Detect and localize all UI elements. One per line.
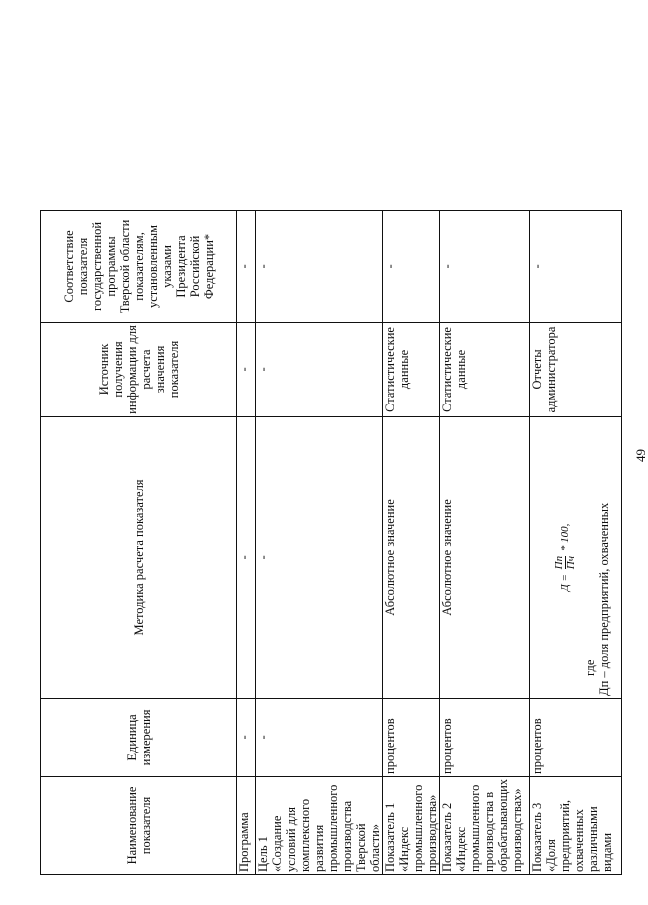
header-method: Методика расчета показателя [41,416,237,698]
table-row [383,210,440,874]
row-goal1-unit: - [256,698,383,776]
page-number: 49 [633,449,648,462]
formula-numerator: Пп [553,555,565,570]
table-row [256,210,383,874]
formula-definition: Дп – доля предприятий, охваченных [597,502,611,696]
header-name: Наименование показателя [41,776,237,874]
row-program-unit: - [237,698,256,776]
table-header-row [41,210,237,874]
row-ind1-source: Статистические данные [383,322,440,416]
indicators-table [40,210,622,875]
row-ind1-method: Абсолютное значение [383,416,440,698]
row-ind3-match: - [530,210,622,322]
row-ind3-source: Отчеты администратора [530,322,622,416]
row-goal1-match: - [256,210,383,322]
formula-denominator: Пч [565,556,577,570]
row-ind2-method: Абсолютное значение [440,416,530,698]
row-ind3-name: Показатель 3 «Доля предприятий, охваченных различными видами [530,776,622,874]
row-ind1-unit: процентов [383,698,440,776]
row-ind3-unit: процентов [530,698,622,776]
table-row [530,210,622,874]
row-ind2-source: Статистические данные [440,322,530,416]
formula-tail: * 100, [559,523,572,552]
row-ind2-unit: процентов [440,698,530,776]
row-program-name: Программа [237,776,256,874]
header-source: Источник получения информации для расчета значения показателя [41,322,237,416]
table-row [237,210,256,874]
formula-fraction [554,556,577,569]
row-ind2-name: Показатель 2 «Индекс промышленного производства в обрабатывающих производствах» [440,776,530,874]
rotated-page-content [0,115,614,905]
table-row [440,210,530,874]
row-goal1-name: Цель 1 «Создание условий для комплексного развития промышленного производства Тверской области» [256,776,383,874]
header-unit: Единица измерения [41,698,237,776]
row-ind2-match: - [440,210,530,322]
row-program-source: - [237,322,256,416]
formula-where: где [583,659,597,676]
row-goal1-source: - [256,322,383,416]
row-ind3-method [530,416,622,698]
share-formula: Д = Пп Пч * 100, [553,523,577,592]
row-ind1-match: - [383,210,440,322]
row-program-match: - [237,210,256,322]
header-match: Соответствие показателя государственной программы Тверской области показателям, установленным указами Президента Российской Федерации* [41,210,237,322]
row-goal1-method: - [256,416,383,698]
row-ind1-name: Показатель 1 «Индекс промышленного производства» [383,776,440,874]
row-program-method: - [237,416,256,698]
formula-lhs: Д [559,584,572,592]
